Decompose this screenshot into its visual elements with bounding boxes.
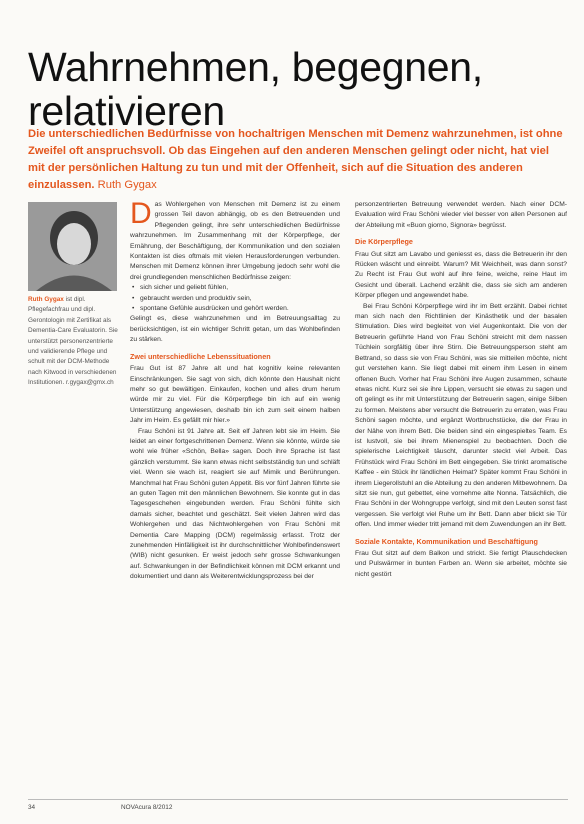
dropcap: D (130, 197, 152, 230)
col2-para-2: Frau Gut sitzt am Lavabo und geniesst es, dass die Betreuerin ihr den Rücken wäscht und einreibt. Warum? Mit Weichheit, was dann sonst? Zu Recht ist Frau Gut wohl auf ihre feine, weiche, reine Haut im Gesicht und überall. Lachend erzählt die, dass sie sich am anderen Körper pflegen und angewendet habe. (355, 250, 567, 300)
author-bio (28, 295, 118, 389)
col2-para-4: Frau Gut sitzt auf dem Balkon und strickt. Sie fertigt Plauschdecken und Pulswärmer in bunten Farben an. Wenn sie arbeitet, möchte sie nicht gestört (355, 550, 567, 578)
article-column-2 (355, 200, 567, 580)
section-heading-lebenssituationen: Zwei unterschiedliche Lebenssituationen (130, 351, 271, 361)
needs-list (130, 283, 340, 314)
article-column-1 (130, 197, 340, 583)
lead-author: Ruth Gygax (97, 179, 157, 191)
author-bio-text: ist dipl. Pflegefachfrau und dipl. Gerontologin mit Zertifikat als Dementia-Care Evaluatorin. Sie unterstützt personenzentrierte und validierende Pflege und schult mit der DCM-Methode nach Kitwood in verschiedenen Institutionen. (28, 296, 118, 387)
col2-para-1: personzentrierten Betreuung verwendet werden. Nach einer DCM-Evaluation wird Frau Schöni wieder viel besser von allen Personen auf der Abteilung mit «Buon giorno, Signora» begrüsst. (355, 201, 567, 229)
magazine-issue: NOVAcura 8/2012 (121, 804, 173, 811)
author-bio-email[interactable]: r.gygax@gmx.ch (66, 379, 114, 387)
footer-divider (28, 799, 568, 800)
needs-list-item: • sich sicher und geliebt fühlen, (140, 283, 340, 293)
author-bio-name: Ruth Gygax (28, 296, 64, 303)
col1-para-4: Frau Schöni ist 91 Jahre alt. Seit elf Jahren lebt sie im Heim. Sie leidet an einer fortgeschrittenen Demenz. Wenn sie könnte, würde sie wohl wie früher «Schön, Bella» sagen. Doch ihre Sprache ist fast gänzlich verstummt. Sie kann etwas nicht selbstständig tun und schläft viel. Wenn sie wach ist, reagiert sie auf Mimik und Berührungen. Manchmal hat Frau Schöni guten Appetit. Bis vor fünf Jahren führte sie an guten Tagen mit den männlichen Bewohnern. Sie konnte gut in das Tagesgeschehen eingebunden werden. Frau Schöni fühlte sich damals sicher, beachtet und geschätzt. Seit vielen Jahren wird das Wohlergehen und das Nichtwohlergehen von Frau Schöni mit Dementia Care Mapping (DCM) regelmässig erfasst. Trotz der zunehmenden Hinfälligkeit ist ihr durchschnittlicher Wohlbefindenswert (WIB) nicht gesunken. Er weist jedoch sehr grosse Schwankungen auf. Schwankungen in der Befindlichkeit können mit DCM erkannt und dokumentiert und dann als Weiterentwicklungsprozess bei der (130, 427, 340, 581)
needs-list-item: • spontane Gefühle ausdrücken und gehört werden. (140, 304, 340, 314)
col1-para-3: Frau Gut ist 87 Jahre alt und hat kognitiv keine relevanten Einschränkungen. Sie sagt von sich, dich könnte den Haushalt nicht mehr so gut bewältigen. Einkaufen, kochen und alles drum herum würde mir zu viel. Für die Körperpflege bin ich auf ein wenig Unterstützung angewiesen, deshalb bin ich zum seit einem halben Jahr im Heim. Es gefällt mir hier.» (130, 365, 340, 425)
needs-list-item: • gebraucht werden und produktiv sein, (140, 294, 340, 304)
article-lead (28, 126, 566, 194)
col2-para-3: Bei Frau Schöni Körperpflege wird ihr im Bett erzählt. Dabei richtet man sich nach den Richtlinien der Kinästhetik und der basalen Stimulation. Dies wird begleitet von viel Augenkontakt. Die von der Betreuerin geführte Hand von Frau Schöni streicht mit dem nassen Tüchlein sorgfältig über ihre Stirn. Die Betreuungsperson steht am Bettrand, so dass sie von Frau Schöni, was sie mitteilen möchte, nicht gut verstehen kann. Sie liegt dabei mit einem ihm Lesen in einem offenen Buch. Vorher hat Frau Schöni ihre Augen zusammen, schaute etwas nicht. Kurz sei sie ihre Lippen, versucht sie etwas zu sagen und oft gelingt es ihr mit Unterstützung der Betreuerin sagen, einige Silben zu formen. Meistens aber versucht die Betreuerin zu erraten, was Frau Schöni sagen möchte, und ergänzt Wortbruchstücke, die der Frau in der Nähe von ihrem Bett. Die beiden sind ein eingespieltes Team. Es ist lustvoll, sie bei ihrem Mienenspiel zu beobachten. Doch die spielerische Leichtigkeit täuscht, darunter steckt viel Arbeit. Das Frühstück wird Frau Schöni im Bett eingegeben. Sie trinkt aromatische Kaffee - ein Stück ihr ländlichen Heimat? Später kommt Frau Schöni in ihrem Liegerollstuhl an die Abteilung zu den anderen Mitbewohnern. Da sitzt sie nun, gut gebettet, eine vornehme alte Nonna. Tatsächlich, die Frau Schöni in der Wohngruppe verfolgt, sind mit den Leuten sonst fast vergessen. Sie verfolgt viel Ruhe um ihr Bett. Dann aber blickt sie Tür offen. Und immer wieder tritt jemand mit dem Zuwendungen an ihr Bett. (355, 302, 567, 529)
col1-para-1: as Wohlergehen von Menschen mit Demenz ist zu einem grossen Teil davon abhängig, ob es den Betreuenden und Pflegenden gelingt, ihre sehr unterschiedlichen Bedürfnisse wahrzunehmen. Im Zusammenhang mit der Körperpflege, der Ernährung, der Beschäftigung, der Kommunikation und den sozialen Kontakten ist dies oftmals mit vielen Herausforderungen verbunden. Menschen mit Demenz können ihrer Umgebung jedoch sehr wohl die drei grundlegenden menschlichen Bedürfnisse zeigen: (130, 201, 340, 281)
section-heading-koerperpflege: Die Körperpflege (355, 237, 413, 247)
article-title: Wahrnehmen, begegnen, relativieren (28, 44, 483, 135)
lead-text: Die unterschiedlichen Bedürfnisse von hochaltrigen Menschen mit Demenz wahrzunehmen, ist ohne Zweifel oft anspruchsvoll. Ob das Eingehen auf den anderen Menschen gelingt oder nicht, hat viel mit der persönlichen Haltung zu tun und mit der Offenheit, sich auf die Situation des anderen einzulassen. (28, 128, 563, 191)
author-photo (28, 202, 117, 291)
section-heading-soziale-kontakte: Soziale Kontakte, Kommunikation und Beschäftigung (355, 536, 538, 546)
col1-para-2: Gelingt es, diese wahrzunehmen und im Betreuungsalltag zu berücksichtigen, ist ein wichtiger Schritt getan, um das Wohlbefinden zu stärken. (130, 315, 340, 344)
page-number: 34 (28, 804, 36, 811)
